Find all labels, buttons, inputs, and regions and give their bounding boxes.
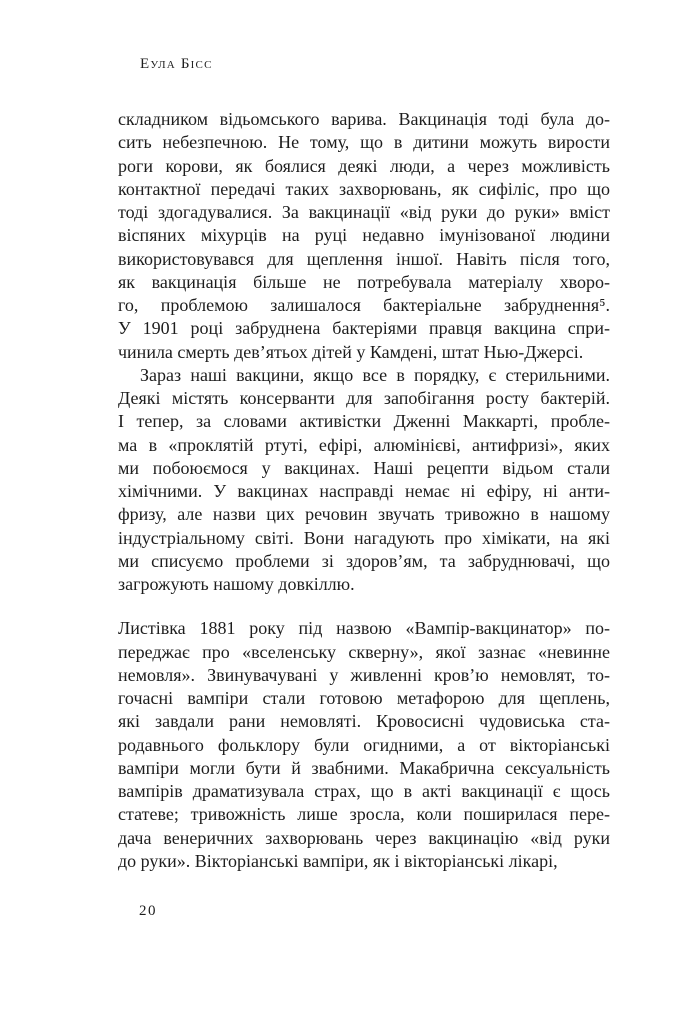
text-line: як вакцинація більше не потребувала матеріалу хворо-	[118, 271, 610, 292]
text-line: вампірів драматизувала страх, що в акті вакцинації є щось	[118, 781, 610, 801]
text-line: використовувався для щеплення іншої. Навіть після того,	[118, 248, 610, 269]
text-line: контактної передачі таких захворювань, як сифіліс, про що	[118, 178, 610, 199]
paragraph	[118, 108, 610, 364]
text-line: родавнього фольклору були огидними, а от вікторіанські	[118, 734, 610, 755]
text-line: ми побоюємося у вакцинах. Наші рецепти відьом стали	[118, 457, 610, 478]
text-line: немовля». Звинувачувані у живленні кров’ю немовлят, то-	[118, 664, 610, 685]
text-line: індустріальному світі. Вони нагадують про хімікати, на які	[118, 527, 610, 548]
text-line: фризу, але назви цих речовин звучать тривожно в нашому	[118, 504, 610, 525]
text-line: хімічними. У вакцинах насправді немає ні ефіру, ні анти-	[118, 481, 610, 501]
text-line: віспяних міхурців на руці недавно імунізованої людини	[118, 225, 610, 246]
text-block	[118, 108, 610, 873]
text-line: Деякі містять консерванти для запобігання росту бактерій.	[118, 388, 610, 408]
text-line: сить небезпечною. Не тому, що в дитини можуть вирости	[118, 132, 610, 153]
text-line: І тепер, за словами активістки Дженні Маккарті, пробле-	[118, 411, 610, 432]
text-line: чинила смерть дев’ятьох дітей у Камдені, штат Нью-Джерсі.	[118, 341, 584, 362]
text-line: гочасні вампіри стали готовою метафорою для щеплень,	[118, 688, 610, 708]
text-line: роги корови, як боялися деякі люди, а через можливість	[118, 155, 610, 176]
text-line: вампіри могли бути й звабними. Макабрична сексуальність	[118, 757, 610, 778]
text-line: ми списуємо проблеми зі здоров’ям, та забруднювачі, що	[118, 550, 610, 571]
paragraph	[118, 617, 610, 873]
text-line: У 1901 році забруднена бактеріями правця вакцина спри-	[118, 318, 610, 339]
text-line: статеве; тривожність лише зросла, коли поширилася пере-	[118, 804, 610, 825]
paragraph	[118, 364, 610, 597]
text-line: які завдали рани немовляті. Кровосисні чудовиська ста-	[118, 711, 610, 732]
text-line: ма в «проклятій ртуті, ефірі, алюмінієві, антифризі», яких	[118, 434, 610, 455]
text-line: загрожують нашому довкіллю.	[118, 574, 355, 594]
text-line: до руки». Вікторіанські вампіри, як і вікторіанські лікарі,	[118, 850, 558, 871]
text-line: складником відьомського варива. Вакцинація тоді була до-	[118, 109, 610, 129]
text-line: Зараз наші вакцини, якщо все в порядку, є стерильними.	[140, 364, 610, 385]
page-number: 20	[139, 903, 157, 919]
text-line: тоді здогадувалися. За вакцинації «від руки до руки» вміст	[118, 202, 610, 222]
text-line: переджає про «вселенську скверну», якої зазнає «невинне	[118, 641, 610, 662]
running-header: Еула Бісс	[140, 56, 213, 72]
text-line: Листівка 1881 року під назвою «Вампір-вакцинатор» по-	[118, 618, 610, 639]
text-line: го, проблемою залишалося бактеріальне забруднення⁵.	[118, 295, 610, 315]
text-line: дача венеричних захворювань через вакцинацію «від руки	[118, 827, 610, 848]
